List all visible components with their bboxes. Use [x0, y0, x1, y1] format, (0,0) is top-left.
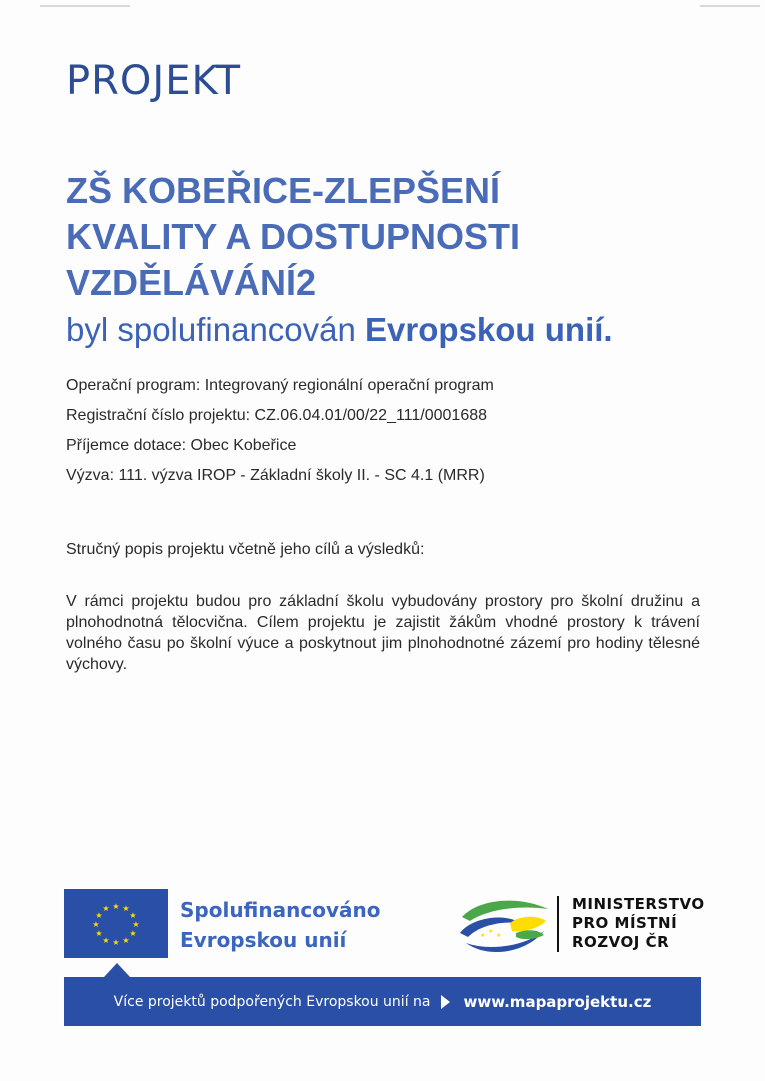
project-title-line: KVALITY A DOSTUPNOSTI — [66, 216, 521, 257]
top-rule-left — [40, 5, 130, 7]
svg-text:★: ★ — [496, 932, 502, 939]
ministry-name — [572, 895, 705, 952]
banner-url: www.mapaprojektu.cz — [463, 992, 652, 1011]
info-beneficiary: Příjemce dotace: Obec Kobeřice — [66, 437, 297, 454]
mmr-logo-icon — [458, 893, 552, 957]
svg-text:★: ★ — [129, 929, 137, 938]
svg-text:★: ★ — [122, 936, 130, 945]
eu-flag-icon — [64, 889, 168, 958]
eu-cofinanced-label — [180, 895, 380, 955]
svg-text:★: ★ — [102, 936, 110, 945]
project-title — [66, 168, 726, 306]
svg-text:★: ★ — [102, 904, 110, 913]
eu-cofinanced-line: Evropskou unií — [180, 928, 347, 952]
project-title-line: VZDĚLÁVÁNÍ2 — [66, 262, 317, 303]
svg-text:★: ★ — [129, 911, 137, 920]
play-arrow-icon — [441, 995, 450, 1009]
svg-text:★: ★ — [95, 929, 103, 938]
eu-cofinanced-line: Spolufinancováno — [180, 898, 381, 922]
summary-label: Stručný popis projektu včetně jeho cílů a výsledků: — [66, 541, 425, 558]
info-registration-number: Registrační číslo projektu: CZ.06.04.01/00/22_111/0001688 — [66, 407, 488, 424]
project-title-line: ZŠ KOBEŘICE-ZLEPŠENÍ — [66, 170, 501, 211]
banner-notch — [104, 963, 130, 977]
svg-text:★: ★ — [112, 938, 120, 947]
ministry-name-line: MINISTERSTVO — [572, 895, 705, 913]
svg-text:★: ★ — [132, 920, 140, 929]
ministry-name-line: ROZVOJ ČR — [572, 933, 670, 951]
svg-text:★: ★ — [480, 932, 486, 939]
footer-banner — [64, 977, 701, 1026]
funding-statement — [66, 311, 613, 349]
svg-text:★: ★ — [488, 928, 494, 935]
top-rule-right — [700, 5, 760, 7]
info-call: Výzva: 111. výzva IROP - Základní školy II. - SC 4.1 (MRR) — [66, 467, 485, 484]
project-info — [66, 374, 494, 494]
logo-divider — [557, 896, 559, 952]
page-kicker: PROJEKT — [66, 58, 242, 104]
banner-text: Více projektů podpořených Evropskou unií na — [113, 993, 431, 1010]
summary-text: V rámci projektu budou pro základní školu vybudovány prostory pro školní družinu a plnohodnotná tělocvična. Cílem projektu je zajistit žákům vhodné prostory k trávení volného času po školní výuce a poskytnout jim plnohodnotné zázemí pro hodiny tělesné výchovy. — [66, 593, 700, 673]
info-operational-program: Operační program: Integrovaný regionální operační program — [66, 377, 494, 394]
svg-text:★: ★ — [95, 911, 103, 920]
svg-text:★: ★ — [92, 920, 100, 929]
funding-source: Evropskou unií. — [365, 311, 613, 348]
ministry-name-line: PRO MÍSTNÍ — [572, 914, 678, 932]
svg-text:★: ★ — [112, 902, 120, 911]
funding-prefix: byl spolufinancován — [66, 311, 356, 348]
svg-text:★: ★ — [122, 904, 130, 913]
